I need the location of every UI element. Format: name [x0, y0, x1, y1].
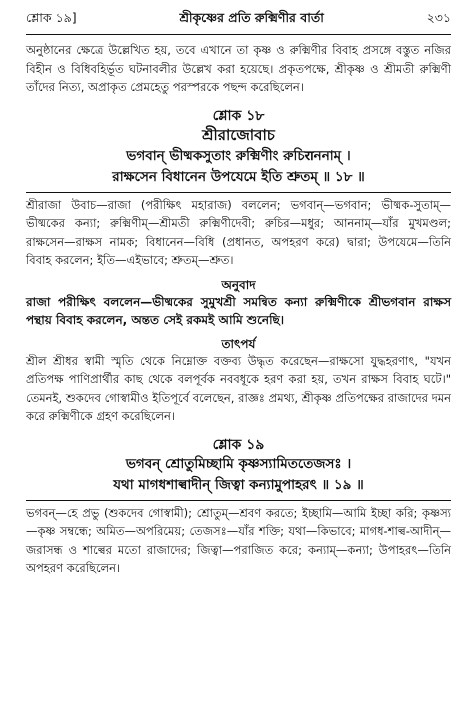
translation-heading: অনুবাদ [221, 277, 256, 292]
verse-18-line-2: রাক্ষসেন বিধানেন উপযেমে ইতি শ্রুতম্ ॥ ১৮ ॥ [112, 168, 365, 185]
purport-heading: তাৎপর্য [221, 336, 256, 351]
verse-18-line-1: ভগবান্ ভীষ্মকসুতাং রুক্মিণীং রুচিराননাম্ । [126, 147, 351, 164]
divider [26, 192, 451, 193]
purport-18: শ্রীল শ্রীধর স্বামী স্মৃতি থেকে নিম্নোক্ত বক্তব্য উদ্ধৃত করেছেন—রাক্ষসো যুদ্ধহরণাৎ, "যখন প্রতিপক্ষ পাণিপ্রার্থীর কাছ থেকে বলপূর্বক নববধূকে হরণ করা হয়, তখন রাক্ষস বিবাহ ঘটে।" তেমনই, শুকদেব গোস্বামীও ইতিপূর্বে বলেছেন, রাজ্ঞঃ প্রমথ্য, শ্রীকৃষ্ণ প্রতিপক্ষের রাজাদের দমন করে রুক্মিণীকে গ্রহণ করেছিলেন। [26, 353, 451, 423]
header-chapter-title: শ্রীকৃষ্ণের প্রতি রুক্মিণীর বার্তা [179, 10, 324, 25]
synonyms-18: শ্রীরাজা উবাচ—রাজা (পরীক্ষিৎ মহারাজ) বললেন; ভগবান্—ভগবান; ভীষ্মক-সুতাম্—ভীষ্মকের কন্যা; রুক্মিণীম্—শ্রীমতী রুক্মিণীদেবী; রুচির—মধুর; আননাম্—যাঁর মুখমণ্ডল; রাক্ষসেন—রাক্ষস নামক; বিধানেন—বিধি (প্রধানত, অপহরণ করে) দ্বারা; উপযেমে—তিনি বিবাহ করলেন; ইতি—এইভাবে; শ্রুতম্—শ্রুত। [26, 197, 451, 267]
translation-18: রাজা পরীক্ষিৎ বললেন—ভীষ্মকের সুমুখশ্রী সমন্বিত কন্যা রুক্মিণীকে শ্রীভগবান রাক্ষস পন্থায় বিবাহ করলেন, অন্তত সেই রকমই আমি শুনেছি। [26, 294, 451, 327]
verse-19-line-2: যথা মাগধশাল্বাদীন্ জিত্বা কন্যামুপাহরৎ ॥ ১৯ ॥ [113, 476, 364, 493]
intro-paragraph: অনুষ্ঠানের ক্ষেত্রে উল্লেখিত হয়, তবে এখানে তা কৃষ্ণ ও রুক্মিণীর বিবাহ প্রসঙ্গে বস্তুত নজির বিহীন ও বিধিবহির্ভূত ঘটনাবলীর উল্লেখ করা হয়েছে। প্রকৃতপক্ষে, শ্রীকৃষ্ণ ও শ্রীমতী রুক্মিণী তাঁদের নিত্য, অপ্রাকৃত প্রেমহেতু পরস্পরকে পছন্দ করেছিলেন। [26, 43, 451, 94]
page-number: ২৩১ [426, 10, 451, 25]
speaker-heading: শ্রীরাজোবাচ [202, 125, 275, 144]
verse-19-line-1: ভগবন্ শ্রোতুমিচ্ছামি কৃষ্ণস্যামিততেজসঃ । [125, 455, 352, 472]
shloka-18-heading: শ্লোক ১৮ [212, 107, 265, 124]
synonyms-19: ভগবন্—হে প্রভু (শুকদেব গোস্বামী); শ্রোতুম্—শ্রবণ করতে; ইচ্ছামি—আমি ইচ্ছা করি; কৃষ্ণস্য—কৃষ্ণ সম্বন্ধে; অমিত—অপরিমেয়; তেজসঃ—যাঁর শক্তি; যথা—কিভাবে; মাগধ-শাল্ব-আদীন্—জরাসন্ধ ও শাল্বের মতো রাজাদের; জিত্বা—পরাজিত করে; কন্যাম্—কন্যা; উপাহরৎ—তিনি অপহরণ করেছিলেন। [26, 505, 451, 575]
shloka-19-heading: শ্লোক ১৯ [212, 436, 265, 453]
page-header [26, 10, 451, 35]
header-verse-ref: শ্লোক ১৯] [26, 10, 77, 25]
divider [26, 500, 451, 501]
